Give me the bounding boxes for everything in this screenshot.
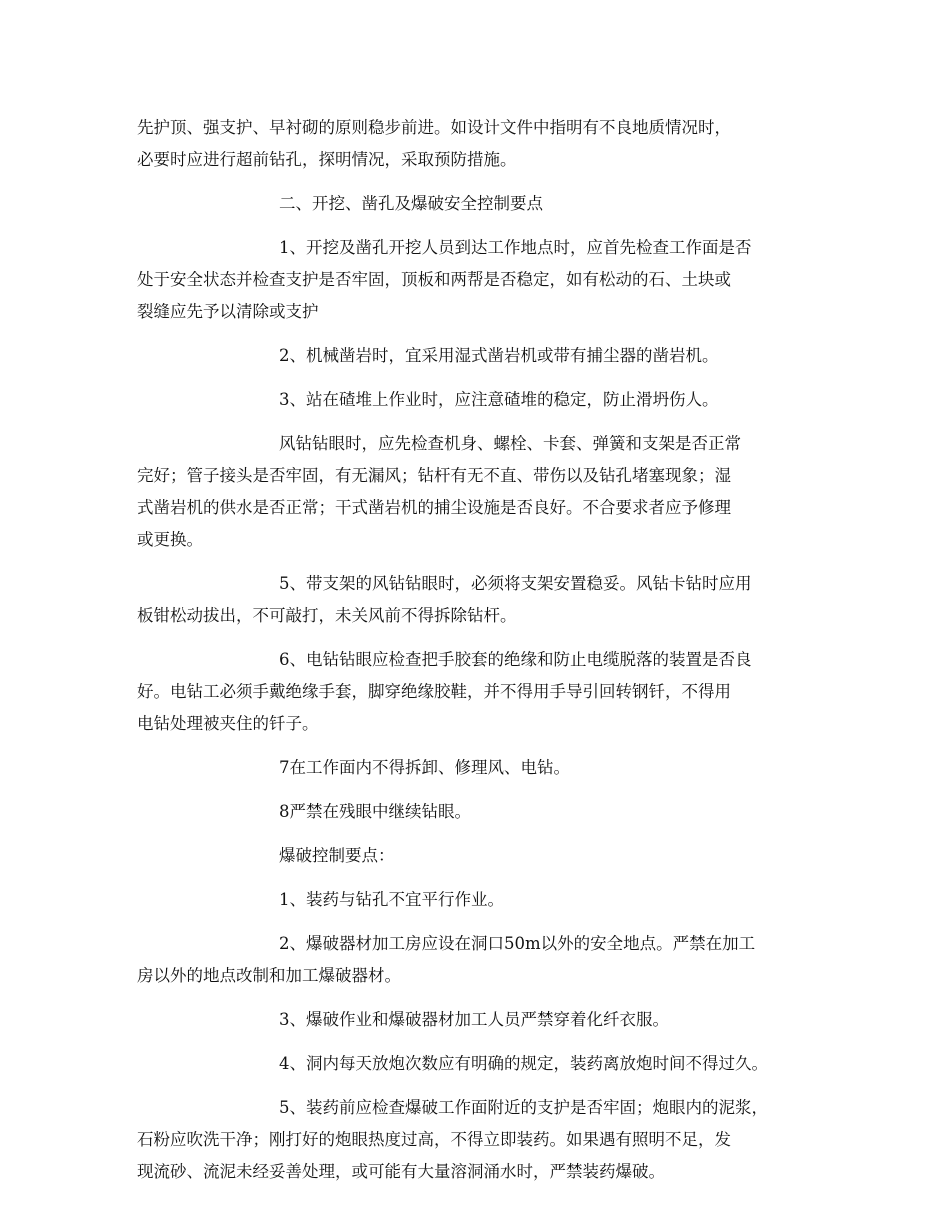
text-line: 4、洞内每天放炮次数应有明确的规定，装药离放炮时间不得过久。 [279,1054,768,1073]
paragraph [137,428,819,556]
text-line: 8严禁在残眼中继续钻眼。 [279,802,471,821]
text-line: 先护顶、强支护、早衬砌的原则稳步前进。如设计文件中指明有不良地质情况时， [137,118,731,137]
document-page [137,112,819,1200]
text-line: 裂缝应先予以清除或支护 [137,302,319,321]
paragraph [137,384,819,416]
text-line: 5、装药前应检查爆破工作面附近的支护是否牢固；炮眼内的泥浆， [279,1098,768,1117]
paragraph [137,840,819,872]
text-line: 二、开挖、凿孔及爆破安全控制要点 [279,194,543,213]
text-line: 3、爆破作业和爆破器材加工人员严禁穿着化纤衣服。 [279,1010,669,1029]
text-line: 或更换。 [137,530,203,549]
text-line: 2、机械凿岩时，宜采用湿式凿岩机或带有捕尘器的凿岩机。 [279,346,719,365]
text-line: 必要时应进行超前钻孔，探明情况，采取预防措施。 [137,150,517,169]
paragraph [137,752,819,784]
text-line: 1、开挖及凿孔开挖人员到达工作地点时，应首先检查工作面是否 [279,238,752,257]
text-line: 石粉应吹洗干净；刚打好的炮眼热度过高，不得立即装药。如果遇有照明不足，发 [137,1130,731,1149]
text-line: 6、电钻钻眼应检查把手胶套的绝缘和防止电缆脱落的装置是否良 [279,650,752,669]
paragraph [137,1048,819,1080]
paragraph [137,796,819,828]
paragraph [137,340,819,372]
text-line: 爆破控制要点： [279,846,395,865]
text-line: 5、带支架的风钻钻眼时，必须将支架安置稳妥。风钻卡钻时应用 [279,574,752,593]
text-line: 好。电钻工必须手戴绝缘手套，脚穿绝缘胶鞋，并不得用手导引回转钢钎，不得用 [137,682,731,701]
text-line: 2、爆破器材加工房应设在洞口50m以外的安全地点。严禁在加工 [279,934,756,953]
paragraph [137,1004,819,1036]
paragraph [137,1092,819,1188]
paragraph [137,568,819,632]
text-line: 处于安全状态并检查支护是否牢固，顶板和两帮是否稳定，如有松动的石、土块或 [137,270,731,289]
paragraph [137,884,819,916]
paragraph [137,928,819,992]
text-line: 房以外的地点改制和加工爆破器材。 [137,966,401,985]
text-line: 现流砂、流泥未经妥善处理，或可能有大量溶洞涌水时，严禁装药爆破。 [137,1162,665,1181]
paragraph [137,232,819,328]
text-line: 7在工作面内不得拆卸、修理风、电钻。 [279,758,570,777]
text-line: 风钻钻眼时，应先检查机身、螺栓、卡套、弹簧和支架是否正常 [279,434,741,453]
text-line: 式凿岩机的供水是否正常；干式凿岩机的捕尘设施是否良好。不合要求者应予修理 [137,498,731,517]
paragraph [137,112,819,176]
text-line: 完好；管子接头是否牢固，有无漏风；钻杆有无不直、带伤以及钻孔堵塞现象；湿 [137,466,731,485]
paragraph [137,188,819,220]
text-line: 板钳松动拔出，不可敲打，未关风前不得拆除钻杆。 [137,606,517,625]
paragraph [137,644,819,740]
text-line: 电钻处理被夹住的钎子。 [137,714,319,733]
text-line: 1、装药与钻孔不宜平行作业。 [279,890,504,909]
text-line: 3、站在碴堆上作业时，应注意碴堆的稳定，防止滑坍伤人。 [279,390,719,409]
